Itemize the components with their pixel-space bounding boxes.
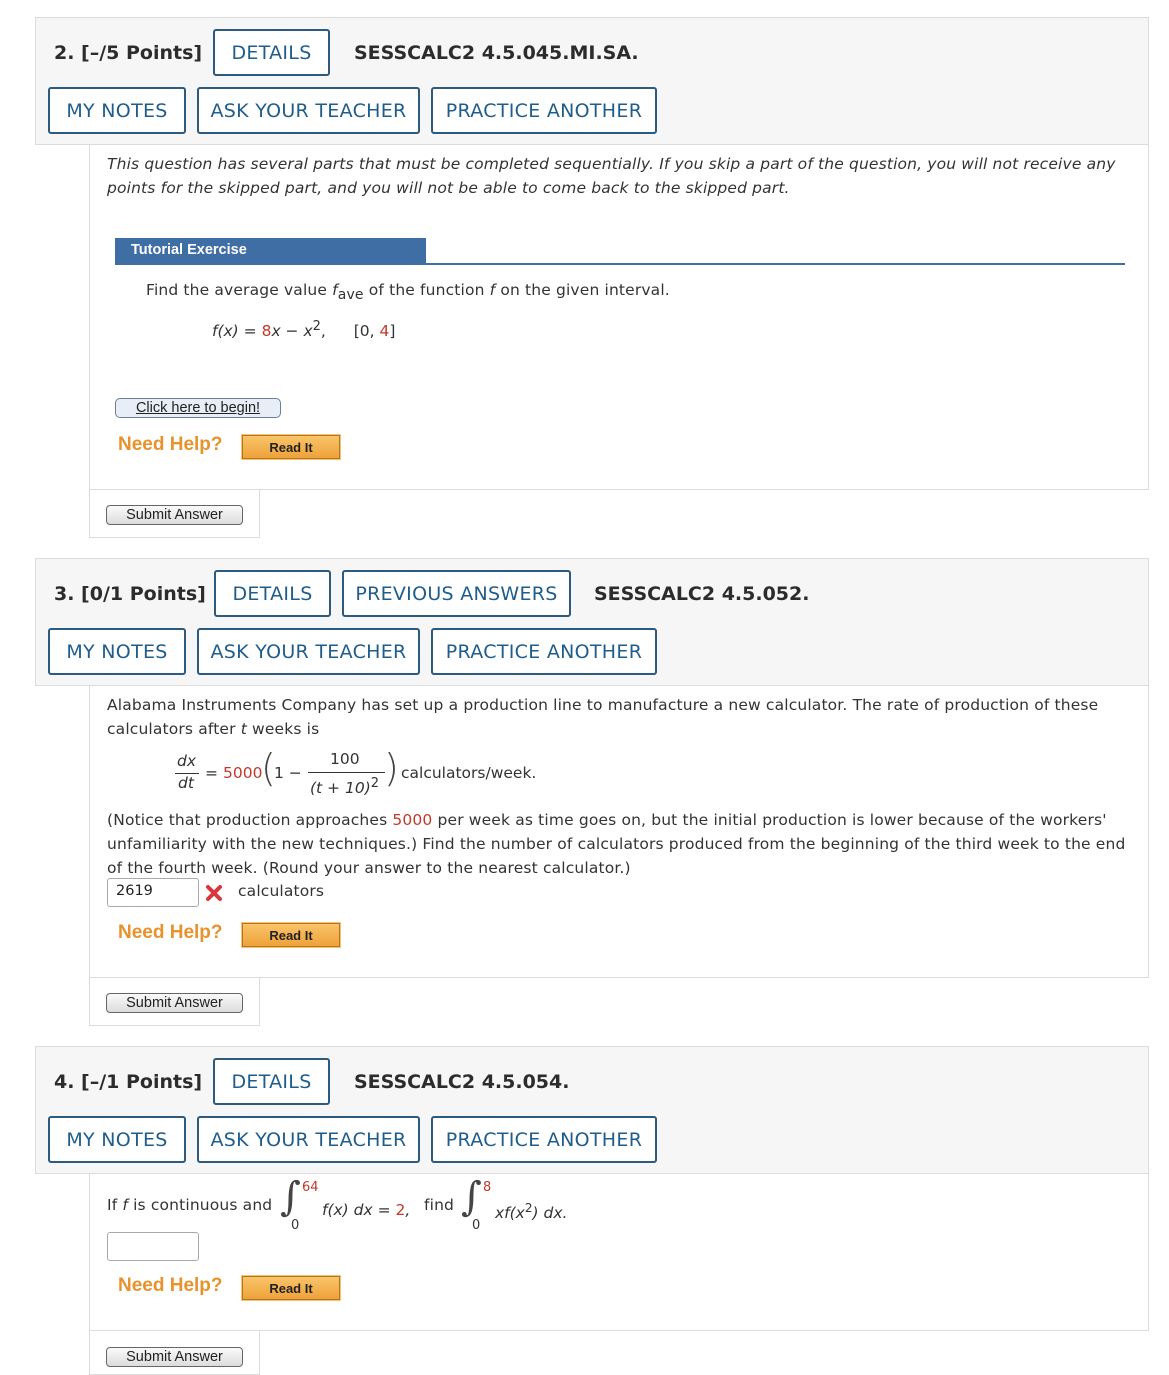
integrand xyxy=(322,1201,410,1219)
question-code: SESSCALC2 4.5.054. xyxy=(354,1071,570,1093)
interval-hi: 4 xyxy=(379,322,390,341)
notice-text: This question has several parts that must be completed sequentially. If you skip a part of the question, you will not receive any points for the skipped part, and you will not be able to come back to the skipped part. xyxy=(107,155,1116,197)
integrand xyxy=(495,1201,567,1222)
q2-header xyxy=(35,17,1149,145)
my-notes-button[interactable]: MY NOTES xyxy=(48,1116,186,1163)
lower-limit: 0 xyxy=(291,1218,300,1233)
right-paren: ) xyxy=(384,746,399,790)
problem-text-part: weeks is xyxy=(246,720,320,738)
func-coef: 8 xyxy=(261,322,272,341)
read-it-button[interactable]: Read It xyxy=(242,435,340,459)
need-help-label: Need Help? xyxy=(118,434,223,455)
integral-target xyxy=(461,1174,601,1234)
fraction-bar xyxy=(308,772,385,773)
x-mark-icon xyxy=(204,883,224,903)
tutorial-banner xyxy=(115,238,1125,265)
integrand-text: xf(x xyxy=(495,1204,525,1223)
variable-t: t xyxy=(240,720,247,738)
notice-value: 5000 xyxy=(392,811,433,829)
integral-given xyxy=(280,1174,430,1234)
submit-answer-button[interactable]: Submit Answer xyxy=(106,993,243,1013)
ask-your-teacher-button[interactable]: ASK YOUR TEACHER xyxy=(197,628,420,675)
interval-open: [0, xyxy=(353,322,380,341)
integral-value: 2 xyxy=(395,1201,406,1219)
practice-another-button[interactable]: PRACTICE ANOTHER xyxy=(431,87,657,134)
prompt-f: f xyxy=(489,281,496,299)
integral-sign-icon: ∫ xyxy=(280,1174,301,1220)
details-button[interactable]: DETAILS xyxy=(213,29,330,76)
lower-limit: 0 xyxy=(472,1218,481,1233)
click-here-to-begin-button[interactable]: Click here to begin! xyxy=(115,398,281,418)
need-help-label: Need Help? xyxy=(118,1275,223,1296)
practice-another-button[interactable]: PRACTICE ANOTHER xyxy=(431,1116,657,1163)
q2-submit-area xyxy=(89,490,260,538)
interval-close: ] xyxy=(389,322,396,341)
need-help-label: Need Help? xyxy=(118,922,223,943)
notice-text xyxy=(107,808,1127,880)
q3-submit-area xyxy=(89,978,260,1026)
prompt-f: f xyxy=(332,281,338,299)
func-rest: x − x xyxy=(271,322,313,341)
func-exp: 2 xyxy=(312,319,321,334)
question-number: 3. [0/1 Points] xyxy=(54,583,206,605)
denominator xyxy=(310,776,379,797)
upper-limit: 64 xyxy=(302,1180,319,1195)
read-it-button[interactable]: Read It xyxy=(242,923,340,947)
rate-value: 5000 xyxy=(223,764,263,782)
notice-text-part: per week as time goes on, but the initial production is lower because of the workers' unfamiliarity with the new techniques.) Find the number of calculators produced from the beginning of the third week to the end of the fourth week. (Round your answer to the nearest calculator.) xyxy=(107,811,1126,877)
q4-body xyxy=(89,1174,1149,1331)
problem-text-part: Alabama Instruments Company has set up a production line to manufacture a new calculator. The rate of production of these calculators after xyxy=(107,696,1099,738)
one-minus: 1 − xyxy=(274,764,302,782)
q2-body xyxy=(89,145,1149,490)
prompt-text: Find the average value xyxy=(146,281,333,299)
find-label: find xyxy=(424,1196,455,1214)
notice-text-part: (Notice that production approaches xyxy=(107,811,393,829)
problem-text xyxy=(107,1193,272,1217)
question-code: SESSCALC2 4.5.052. xyxy=(594,583,810,605)
q3-header xyxy=(35,558,1149,686)
dt-label: dt xyxy=(178,774,194,792)
submit-answer-button[interactable]: Submit Answer xyxy=(106,1347,243,1367)
problem-text-part: If xyxy=(107,1196,123,1214)
problem-text-part: is continuous and xyxy=(128,1196,273,1214)
rate-equation xyxy=(175,746,645,802)
my-notes-button[interactable]: MY NOTES xyxy=(48,628,186,675)
denominator-exp: 2 xyxy=(370,776,380,791)
tutorial-label: Tutorial Exercise xyxy=(115,238,426,263)
read-it-button[interactable]: Read It xyxy=(242,1276,340,1300)
denominator-base: (t + 10) xyxy=(310,779,371,798)
prompt-text: of the function xyxy=(363,281,490,299)
integrand-text: f(x) dx = xyxy=(322,1201,396,1219)
q3-body xyxy=(89,686,1149,978)
prompt-subscript: ave xyxy=(337,287,364,304)
prompt-text: on the given interval. xyxy=(495,281,670,299)
rate-units: calculators/week. xyxy=(401,764,537,782)
integral-sign-icon: ∫ xyxy=(461,1174,482,1220)
left-paren: ( xyxy=(261,746,276,790)
question-number: 4. [–/1 Points] xyxy=(54,1071,203,1093)
numerator: 100 xyxy=(330,750,360,768)
variable-f: f xyxy=(122,1196,129,1214)
func-comma: , xyxy=(320,322,326,341)
tutorial-prompt xyxy=(146,278,670,307)
q4-header xyxy=(35,1046,1149,1174)
q4-submit-area xyxy=(89,1331,260,1375)
dx-label: dx xyxy=(177,752,197,770)
practice-another-button[interactable]: PRACTICE ANOTHER xyxy=(431,628,657,675)
ask-your-teacher-button[interactable]: ASK YOUR TEACHER xyxy=(197,87,420,134)
equals-sign: = xyxy=(205,764,218,782)
function-definition xyxy=(212,319,395,340)
details-button[interactable]: DETAILS xyxy=(213,1058,330,1105)
answer-input[interactable]: 2619 xyxy=(107,878,199,907)
question-code: SESSCALC2 4.5.045.MI.SA. xyxy=(354,42,639,64)
upper-limit: 8 xyxy=(483,1180,492,1195)
ask-your-teacher-button[interactable]: ASK YOUR TEACHER xyxy=(197,1116,420,1163)
answer-input[interactable] xyxy=(107,1232,199,1261)
details-button[interactable]: DETAILS xyxy=(214,570,331,617)
problem-text xyxy=(107,693,1107,741)
integrand-exp: 2 xyxy=(524,1201,533,1215)
x-mark-icon-svg xyxy=(204,883,224,903)
previous-answers-button[interactable]: PREVIOUS ANSWERS xyxy=(342,570,571,617)
answer-units: calculators xyxy=(238,882,325,900)
integrand-comma: , xyxy=(405,1201,411,1219)
func-lhs: f(x) = xyxy=(212,322,262,341)
question-number: 2. [–/5 Points] xyxy=(54,42,203,64)
integrand-end: ) dx. xyxy=(532,1204,568,1223)
my-notes-button[interactable]: MY NOTES xyxy=(48,87,186,134)
submit-answer-button[interactable]: Submit Answer xyxy=(106,505,243,525)
